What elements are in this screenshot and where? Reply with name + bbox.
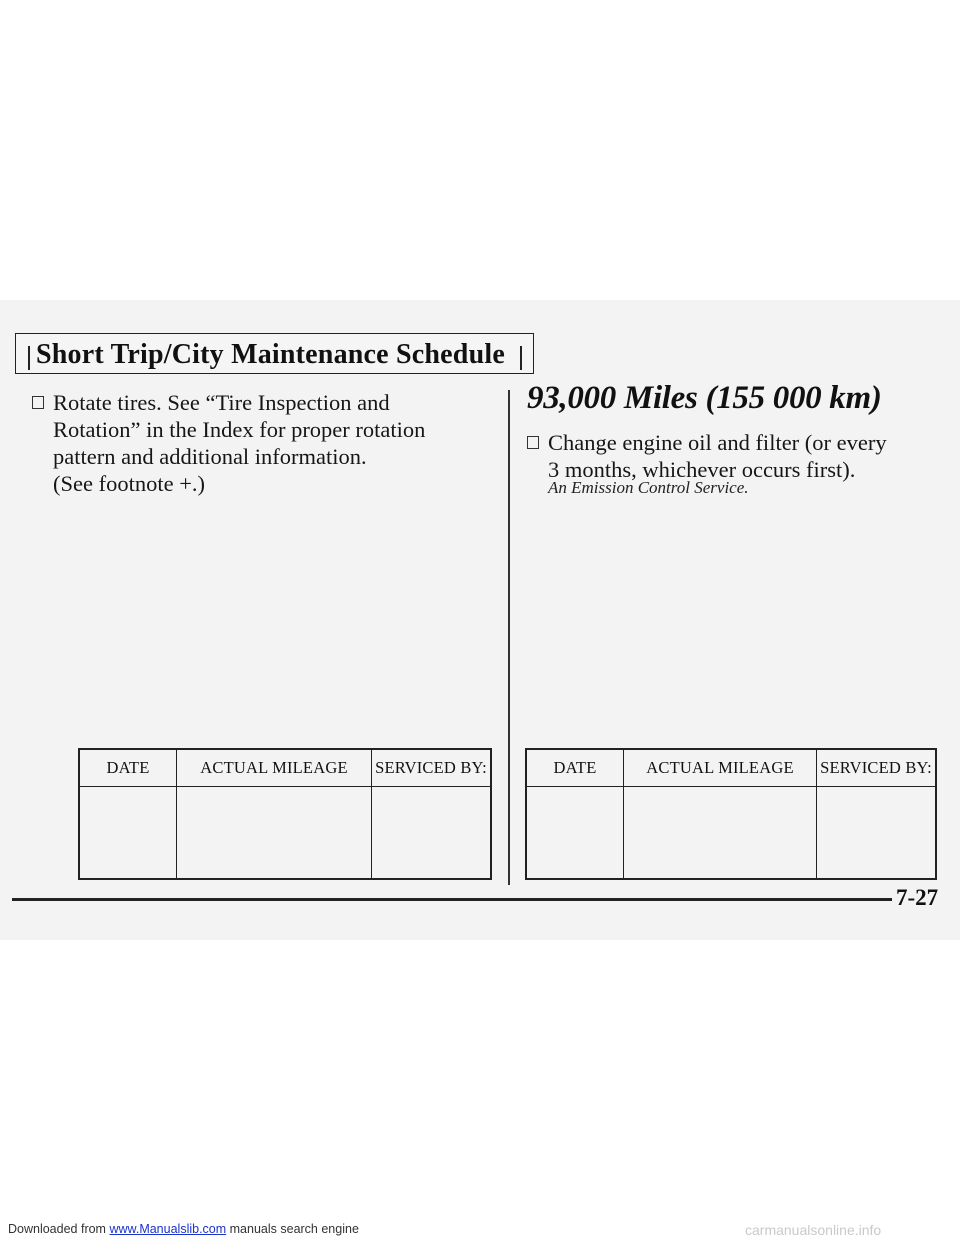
- download-footer: [8, 1222, 359, 1236]
- checklist-item-change-oil: [527, 429, 887, 483]
- service-record-table-left: [78, 748, 492, 880]
- header-tick-right: [520, 346, 522, 370]
- column-header-mileage: ACTUAL MILEAGE: [624, 749, 817, 787]
- page-number: 7-27: [896, 885, 939, 910]
- checkbox-icon[interactable]: [32, 396, 44, 409]
- item-line-2: Rotation” in the Index for proper rotation: [53, 417, 426, 442]
- checkbox-icon[interactable]: [527, 436, 539, 449]
- item-line-4: (See footnote +.): [53, 471, 206, 496]
- mileage-cell[interactable]: [624, 787, 817, 880]
- date-cell[interactable]: [526, 787, 624, 880]
- footer-rule: [12, 898, 892, 901]
- serviced-by-cell[interactable]: [372, 787, 492, 880]
- item-line-2: 3 months, whichever occurs first).: [548, 457, 856, 482]
- manualslib-link[interactable]: www.Manualslib.com: [109, 1222, 227, 1236]
- manual-page: [0, 300, 960, 940]
- column-header-date: DATE: [526, 749, 624, 787]
- table-header-row: [79, 749, 491, 787]
- date-cell[interactable]: [79, 787, 177, 880]
- checklist-item-rotate-tires: [32, 389, 425, 497]
- column-header-mileage: ACTUAL MILEAGE: [177, 749, 372, 787]
- watermark: carmanualsonline.info: [745, 1222, 882, 1238]
- header-tick-left: [28, 346, 30, 370]
- page-title: Short Trip/City Maintenance Schedule: [36, 339, 505, 370]
- download-prefix: Downloaded from: [8, 1222, 110, 1236]
- mileage-cell[interactable]: [177, 787, 372, 880]
- column-header-serviced-by: SERVICED BY:: [817, 749, 937, 787]
- serviced-by-cell[interactable]: [817, 787, 937, 880]
- item-line-3: pattern and additional information.: [53, 444, 367, 469]
- table-header-row: [526, 749, 936, 787]
- item-line-1: Change engine oil and filter (or every: [548, 430, 887, 455]
- table-row: [79, 787, 491, 880]
- mileage-section-title: 93,000 Miles (155 000 km): [527, 380, 882, 416]
- table-row: [526, 787, 936, 880]
- column-divider: [508, 390, 510, 885]
- column-header-serviced-by: SERVICED BY:: [372, 749, 492, 787]
- service-record-table-right: [525, 748, 937, 880]
- item-line-1: Rotate tires. See “Tire Inspection and: [53, 390, 390, 415]
- download-suffix: manuals search engine: [226, 1222, 359, 1236]
- emission-note: An Emission Control Service.: [548, 478, 749, 497]
- column-header-date: DATE: [79, 749, 177, 787]
